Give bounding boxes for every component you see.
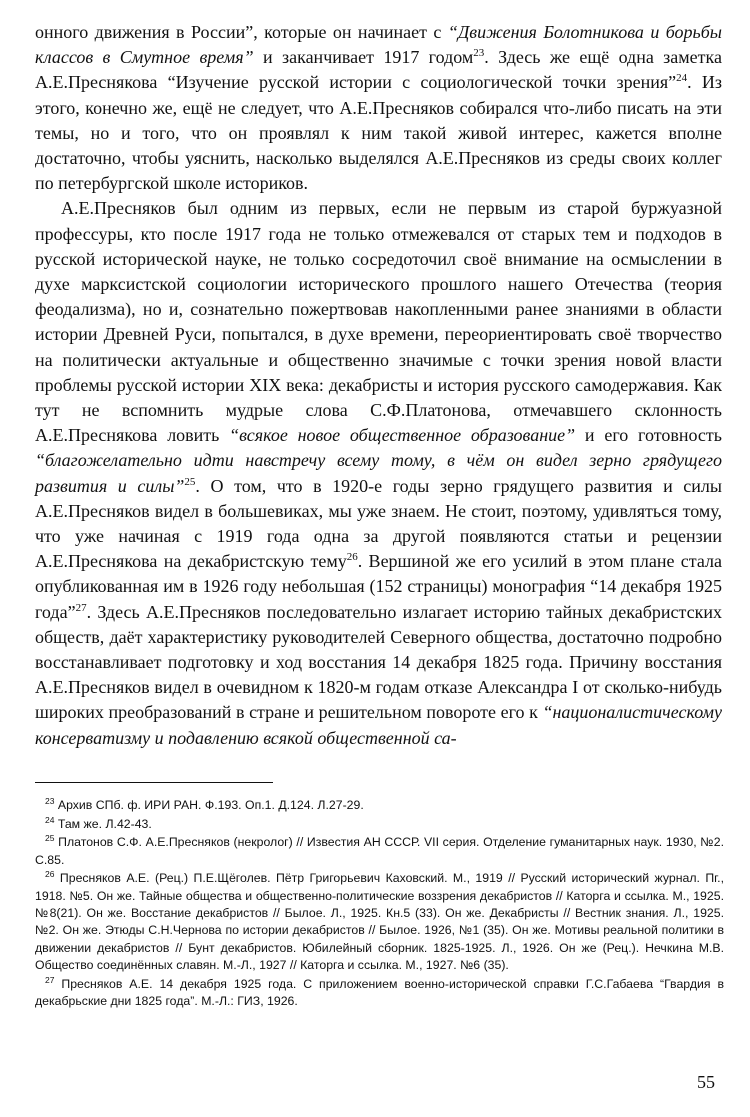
text-run: онного движения в России	[35, 22, 246, 42]
paragraph-continuation	[35, 20, 722, 196]
footnote-number: 25	[45, 833, 55, 844]
text-run: . Здесь А.Е.Пресняков последовательно излагает историю тайных декабристских обществ, даёт характеристику руководителей Северного общества, достаточно подробно восстанавливает подготовку и ход восстания 14 декабря 1825 года. Причину восстания А.Е.Пресняков видел в очевидном к 1820-м годам отказе Александра I от сколько-нибудь широких преобразований в стране и решительном повороте его к	[35, 601, 722, 723]
italic-quote: “благожелательно идти навстречу всему тому, в чём он видел зерно грядущего развития и силы”	[35, 450, 722, 496]
footnote-ref: 26	[346, 551, 358, 564]
footnote-ref: 25	[184, 475, 196, 488]
italic-quote: “националистическому консерватизму и подавлению всякой общественной са-	[35, 702, 722, 748]
footnote-text: Пресняков А.Е. 14 декабря 1925 года. С приложением военно-исторической справки Г.С.Габаева “Гвардия в декабрьские дни 1825 года”. М.-Л.: ГИЗ, 1926.	[35, 976, 724, 1008]
footnote-text: Пресняков А.Е. (Рец.) П.Е.Щёголев. Пётр Григорьевич Каховский. М., 1919 // Русский исторический журнал. Пг., 1918. №5. Он же. Тайные общества и общественно-политические воззрения декабристов // Каторга и ссылка. М., 1925. №8(21). Он же. Восстание декабристов // Былое. Л., 1925. Кн.5 (33). Он же. Декабристы // Вестник знания. Л., 1925. №2. Он же. Этюды С.Н.Чернова по истории декабристов // Былое. 1926, №1 (35). Он же. Мотивы реальной политики в движении декабристов // Бунт декабристов. Юбилейный сборник. 1825-1925. Л., 1926. Он же (Рец.). Нечкина М.В. Общество соединённых славян. М.-Л., 1927 // Каторга и ссылка. М., 1927. №6 (35).	[35, 871, 724, 972]
footnote-27	[35, 976, 724, 1011]
text-run: . Здесь же ещё одна заметка А.Е.Преснякова “Изучение русской истории с социологической точки зрения”	[35, 47, 722, 93]
footnote-24	[35, 816, 724, 833]
footnote-ref: 23	[473, 47, 485, 60]
footnotes	[35, 797, 724, 1012]
footnote-number: 27	[45, 974, 55, 985]
text-run: . Из этого, конечно же, ещё не следует, что А.Е.Пресняков собирался что-либо писать на эти темы, но и того, что он проявлял к ним такой живой интерес, кажется вполне достаточно, чтобы уяснить, насколько выделялся А.Е.Пресняков из среды своих коллег по петербургской школе историков.	[35, 72, 722, 194]
footnote-number: 26	[45, 869, 55, 880]
text-run: . Вершиной же его усилий в этом плане стала опубликованная им в 1926 году небольшая (152 страницы) монография “14 декабря 1925 года”	[35, 551, 723, 622]
footnote-ref: 24	[676, 72, 688, 85]
italic-quote: “Движения Болотникова и борьбы классов в Смутное время”	[35, 22, 722, 68]
footnote-23	[35, 797, 724, 814]
footnote-25	[35, 834, 724, 869]
footnote-divider	[35, 782, 273, 783]
footnote-number: 24	[45, 814, 55, 825]
text-run: и заканчивает 1917 годом	[253, 47, 474, 68]
paragraph-presnyakov	[35, 196, 722, 750]
italic-quote: “всякое новое общественное образование”	[229, 425, 576, 446]
footnote-text: Архив СПб. ф. ИРИ РАН. Ф.193. Оп.1. Д.124. Л.27-29.	[54, 798, 364, 812]
page-number: 55	[697, 1072, 715, 1092]
footnote-26	[35, 870, 724, 974]
footnote-ref: 27	[75, 601, 87, 614]
main-text	[35, 20, 722, 751]
text-run: . О том, что в 1920-е годы зерно грядущего развития и силы А.Е.Пресняков видел в большевиках, мы уже знаем. Не стоит, поэтому, удивляться тому, что уже начиная с 1919 года одна за другой появляются статьи и рецензии А.Е.Преснякова на декабристскую тему	[35, 475, 722, 572]
text-run: и его готовность	[575, 425, 722, 446]
text-run: А.Е.Пресняков был одним из первых, если не первым из старой буржуазной профессуры, кто после 1917 года не только отмежевался от старых тем и подходов в русской исторической науке, не только сосредоточил своё внимание на осмыслении в духе марксистской социологии исторического прошлого нашего Отечества (теория феодализма), но и, сознательно пожертвовав накопленными ранее знаниями в области истории Древней Руси, попытался, в духе времени, переориентировать своё творчество на политически актуальные и общественно значимые с точки зрения новой власти проблемы русской истории XIX века: декабристы и история русского самодержавия. Как тут не вспомнить мудрые слова С.Ф.Платонова, отмечавшего склонность А.Е.Преснякова ловить	[35, 198, 722, 446]
footnote-text: Платонов С.Ф. А.Е.Пресняков (некролог) // Известия АН СССР. VII серия. Отделение гуманитарных наук. 1930, №2. С.85.	[35, 835, 724, 867]
footnote-text: Там же. Л.42-43.	[54, 816, 152, 831]
text-run: ”, которые он начинает с	[245, 22, 448, 42]
footnote-number: 23	[45, 795, 55, 806]
